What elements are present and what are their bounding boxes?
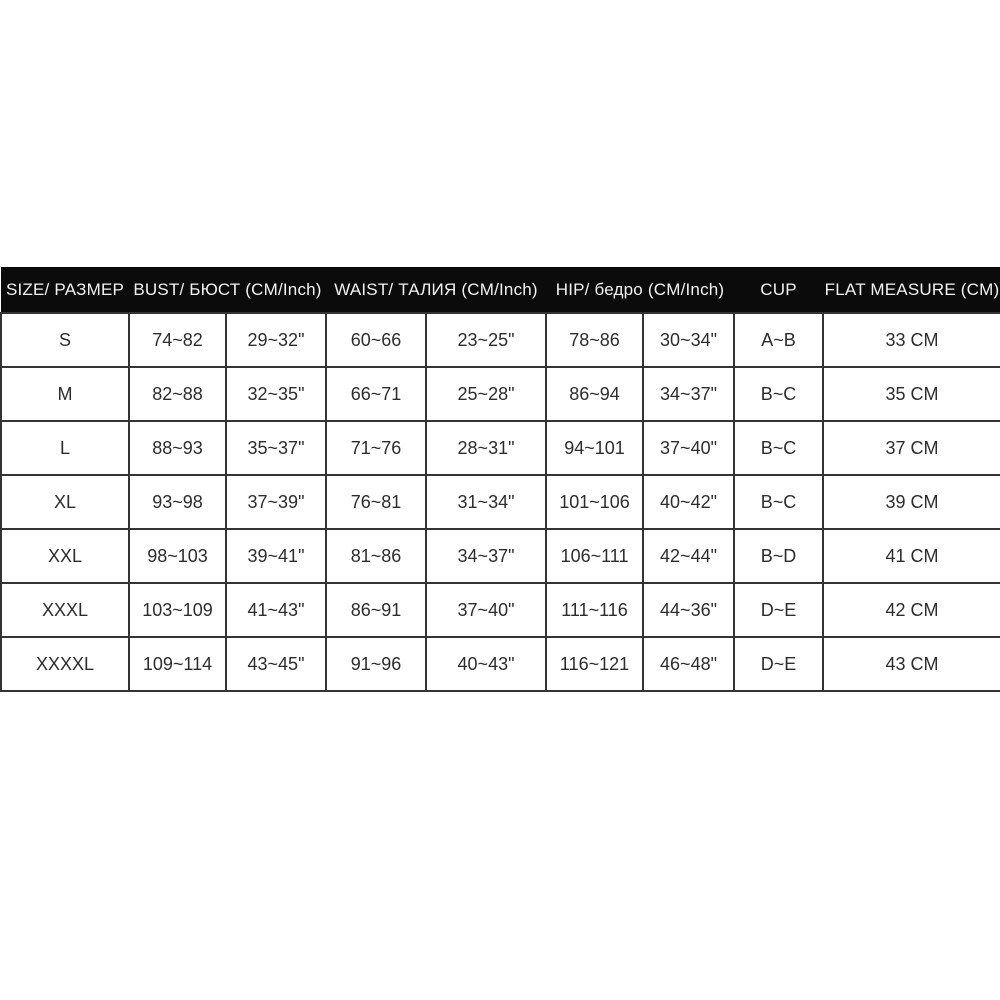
cell-flat-measure: 42 CM — [823, 583, 1000, 637]
cell-bust-inch: 41~43" — [226, 583, 326, 637]
size-chart-table — [0, 267, 1000, 692]
cell-hip-inch: 46~48" — [643, 637, 734, 691]
cell-waist-inch: 31~34" — [426, 475, 546, 529]
cell-cup: B~C — [734, 421, 823, 475]
cell-size: S — [1, 313, 129, 367]
cell-size: XXXXL — [1, 637, 129, 691]
header-hip: HIP/ бедро (CM/Inch) — [546, 267, 734, 313]
cell-cup: B~D — [734, 529, 823, 583]
cell-waist-cm: 76~81 — [326, 475, 426, 529]
cell-flat-measure: 35 CM — [823, 367, 1000, 421]
cell-waist-cm: 60~66 — [326, 313, 426, 367]
cell-flat-measure: 33 CM — [823, 313, 1000, 367]
cell-size: XL — [1, 475, 129, 529]
cell-waist-cm: 86~91 — [326, 583, 426, 637]
cell-waist-cm: 71~76 — [326, 421, 426, 475]
header-flat-measure: FLAT MEASURE (CM) — [823, 267, 1000, 313]
cell-hip-cm: 106~111 — [546, 529, 643, 583]
cell-bust-cm: 98~103 — [129, 529, 226, 583]
cell-bust-cm: 82~88 — [129, 367, 226, 421]
cell-cup: D~E — [734, 583, 823, 637]
cell-waist-cm: 81~86 — [326, 529, 426, 583]
header-waist: WAIST/ ТАЛИЯ (CM/Inch) — [326, 267, 546, 313]
cell-waist-cm: 91~96 — [326, 637, 426, 691]
cell-bust-inch: 37~39" — [226, 475, 326, 529]
cell-hip-inch: 37~40" — [643, 421, 734, 475]
table-row — [1, 421, 1000, 475]
cell-hip-cm: 78~86 — [546, 313, 643, 367]
cell-bust-cm: 88~93 — [129, 421, 226, 475]
cell-waist-cm: 66~71 — [326, 367, 426, 421]
cell-bust-cm: 103~109 — [129, 583, 226, 637]
cell-hip-inch: 30~34" — [643, 313, 734, 367]
cell-hip-cm: 94~101 — [546, 421, 643, 475]
cell-waist-inch: 34~37" — [426, 529, 546, 583]
table-row — [1, 367, 1000, 421]
cell-hip-cm: 86~94 — [546, 367, 643, 421]
cell-bust-inch: 39~41" — [226, 529, 326, 583]
cell-hip-inch: 40~42" — [643, 475, 734, 529]
cell-cup: B~C — [734, 475, 823, 529]
cell-size: L — [1, 421, 129, 475]
table-row — [1, 313, 1000, 367]
cell-bust-inch: 43~45" — [226, 637, 326, 691]
header-size: SIZE/ РАЗМЕР — [1, 267, 129, 313]
cell-bust-inch: 32~35" — [226, 367, 326, 421]
header-row — [1, 267, 1000, 313]
cell-hip-inch: 44~36" — [643, 583, 734, 637]
table-row — [1, 529, 1000, 583]
cell-hip-inch: 34~37" — [643, 367, 734, 421]
cell-cup: D~E — [734, 637, 823, 691]
cell-flat-measure: 39 CM — [823, 475, 1000, 529]
cell-size: XXL — [1, 529, 129, 583]
cell-bust-cm: 74~82 — [129, 313, 226, 367]
cell-waist-inch: 37~40" — [426, 583, 546, 637]
cell-bust-cm: 93~98 — [129, 475, 226, 529]
cell-flat-measure: 43 CM — [823, 637, 1000, 691]
cell-flat-measure: 41 CM — [823, 529, 1000, 583]
header-cup: CUP — [734, 267, 823, 313]
table-row — [1, 637, 1000, 691]
cell-waist-inch: 28~31" — [426, 421, 546, 475]
cell-waist-inch: 25~28" — [426, 367, 546, 421]
cell-waist-inch: 23~25" — [426, 313, 546, 367]
table-row — [1, 475, 1000, 529]
cell-hip-cm: 101~106 — [546, 475, 643, 529]
cell-waist-inch: 40~43" — [426, 637, 546, 691]
cell-bust-cm: 109~114 — [129, 637, 226, 691]
cell-hip-cm: 111~116 — [546, 583, 643, 637]
cell-cup: A~B — [734, 313, 823, 367]
cell-bust-inch: 29~32" — [226, 313, 326, 367]
cell-hip-inch: 42~44" — [643, 529, 734, 583]
cell-hip-cm: 116~121 — [546, 637, 643, 691]
header-bust: BUST/ БЮСТ (CM/Inch) — [129, 267, 326, 313]
cell-bust-inch: 35~37" — [226, 421, 326, 475]
cell-size: XXXL — [1, 583, 129, 637]
table-row — [1, 583, 1000, 637]
cell-flat-measure: 37 CM — [823, 421, 1000, 475]
cell-cup: B~C — [734, 367, 823, 421]
cell-size: M — [1, 367, 129, 421]
